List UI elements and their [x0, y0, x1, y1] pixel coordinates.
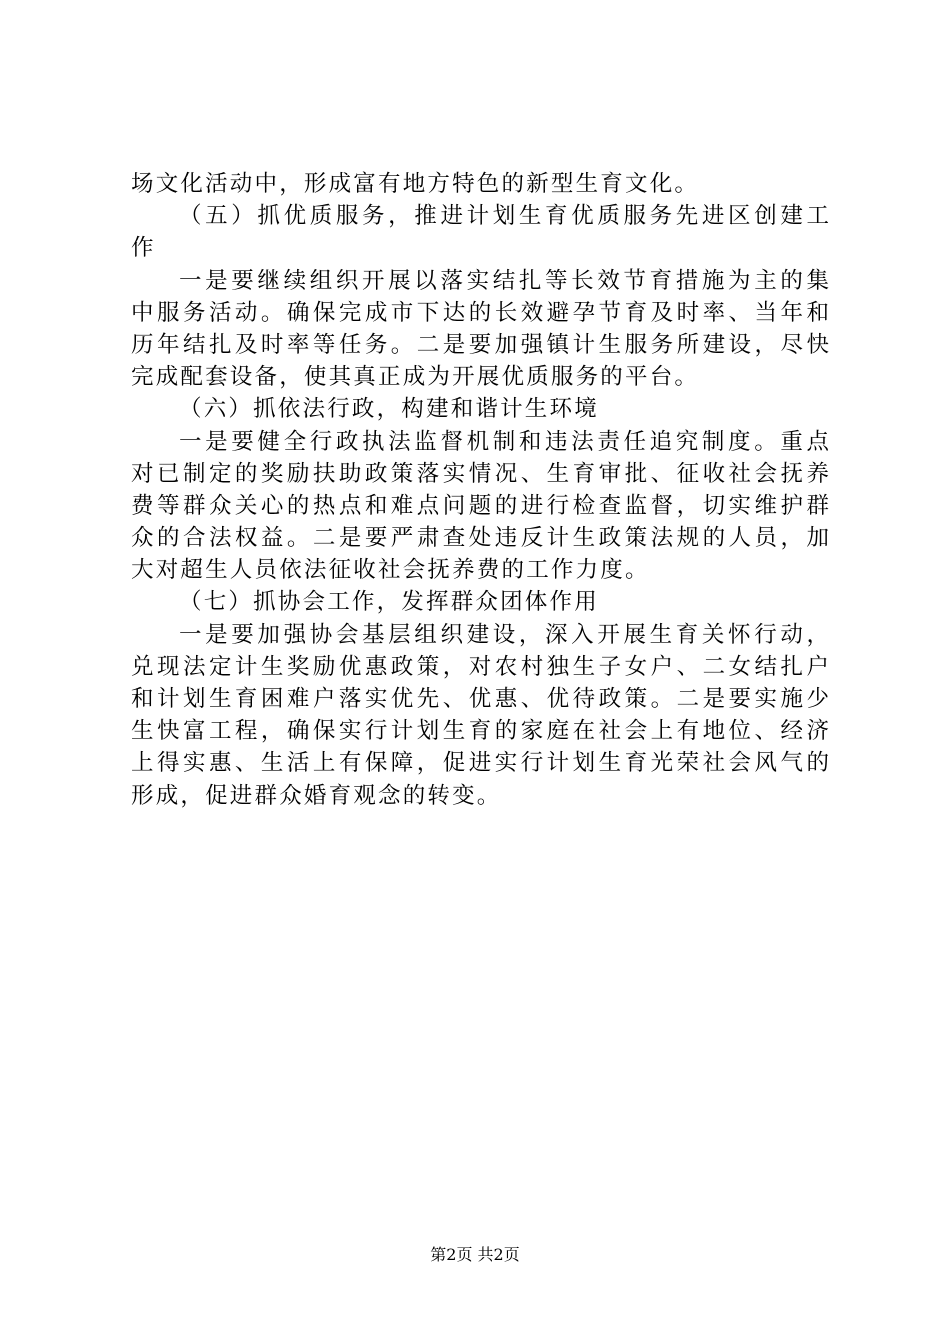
paragraph-7-line-3: 和计划生育困难户落实优先、优惠、优待政策。二是要实施少 — [131, 686, 829, 712]
paragraph-5-line-1: 一是要继续组织开展以落实结扎等长效节育措施为主的集 — [179, 267, 829, 294]
section-heading-5: （五）抓优质服务，推进计划生育优质服务先进区创建工 — [179, 203, 829, 230]
paragraph-7-line-2: 兑现法定计生奖励优惠政策，对农村独生子女户、二女结扎户 — [131, 653, 829, 680]
paragraph-6-line-1: 一是要健全行政执法监督机制和违法责任追究制度。重点 — [179, 428, 829, 455]
paragraph-7-line-6: 形成，促进群众婚育观念的转变。 — [131, 782, 502, 809]
paragraph-7-line-4: 生快富工程，确保实行计划生育的家庭在社会上有地位、经济 — [131, 718, 829, 745]
paragraph-7-line-1: 一是要加强协会基层组织建设，深入开展生育关怀行动， — [179, 621, 829, 648]
paragraph-6-line-4: 众的合法权益。二是要严肃查处违反计生政策法规的人员，加 — [131, 525, 829, 552]
document-body — [131, 168, 829, 812]
paragraph-6-line-2: 对已制定的奖励扶助政策落实情况、生育审批、征收社会抚养 — [131, 460, 829, 487]
paragraph-7-line-5: 上得实惠、生活上有保障，促进实行计划生育光荣社会风气的 — [131, 750, 829, 777]
text-line-1: 场文化活动中，形成富有地方特色的新型生育文化。 — [131, 171, 700, 197]
paragraph-5-line-2: 中服务活动。确保完成市下达的长效避孕节育及时率、当年和 — [131, 299, 829, 326]
paragraph-5-line-3: 历年结扎及时率等任务。二是要加强镇计生服务所建设，尽快 — [131, 331, 829, 358]
paragraph-6-line-5: 大对超生人员依法征收社会抚养费的工作力度。 — [131, 557, 650, 584]
paragraph-5-line-4: 完成配套设备，使其真正成为开展优质服务的平台。 — [131, 364, 700, 391]
page-footer — [0, 1245, 950, 1265]
section-heading-6: （六）抓依法行政，构建和谐计生环境 — [179, 396, 599, 423]
page-number-label: 第2页 共2页 — [430, 1245, 520, 1264]
paragraph-6-line-3: 费等群众关心的热点和难点问题的进行检查监督，切实维护群 — [131, 492, 829, 519]
section-heading-7: （七）抓协会工作，发挥群众团体作用 — [179, 589, 599, 616]
section-heading-5-continued: 作 — [131, 235, 156, 262]
